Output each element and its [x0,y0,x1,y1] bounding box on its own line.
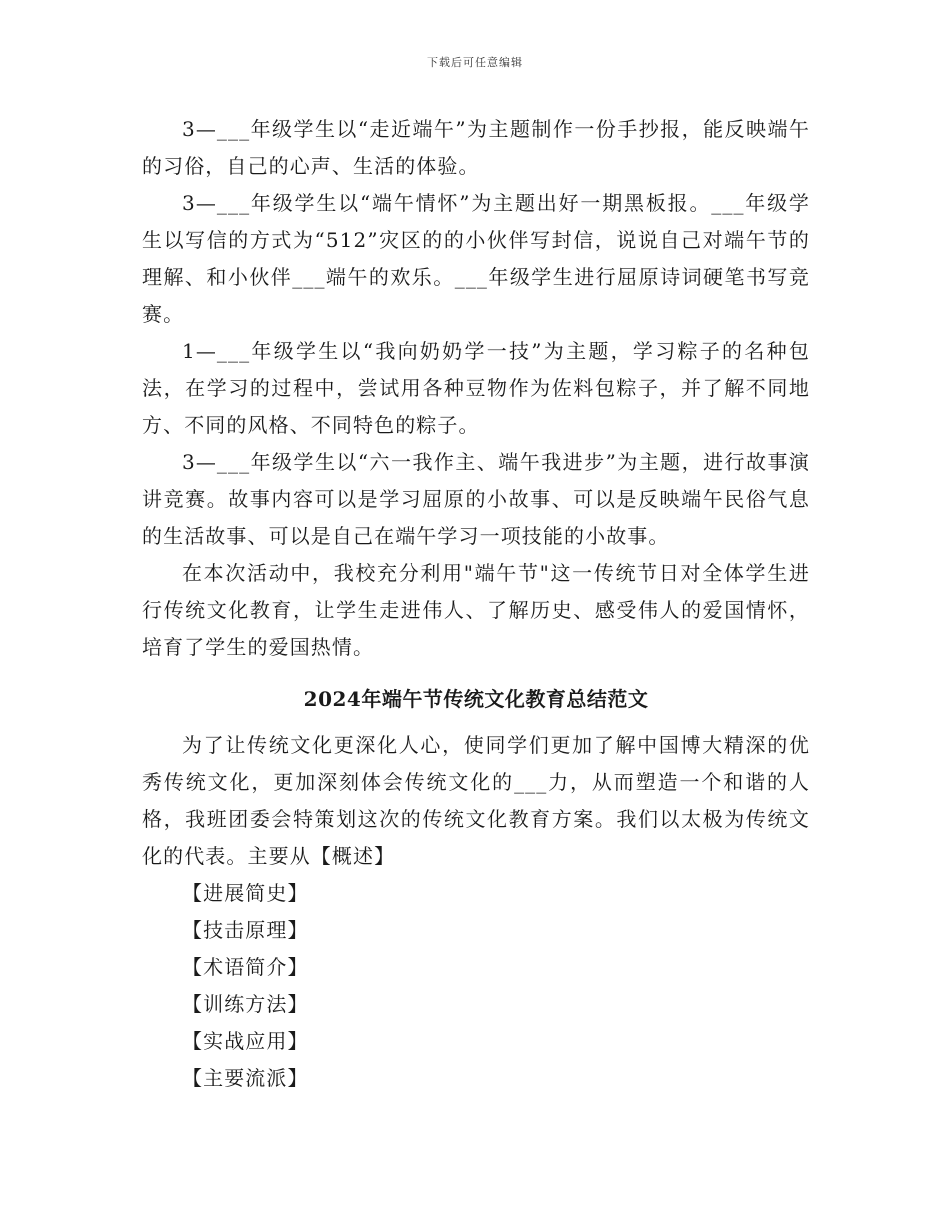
list-item: 【主要流派】 [182,1066,309,1090]
list-item: 【进展简史】 [182,881,309,905]
paragraph-storytelling-contest: 3—___年级学生以“六一我作主、端午我进步”为主题，进行故事演讲竞赛。故事内容可以是学习屈原的小故事、可以是反映端午民俗气息的生活故事、可以是自己在端午学习一项技能的小故事。 [142,450,810,548]
section-title: 2024年端午节传统文化教育总结范文 [303,687,649,711]
paragraph-blackboard-newspaper: 3—___年级学生以“端午情怀”为主题出好一期黑板报。___年级学生以写信的方式为“512”灾区的的小伙伴写封信，说说自己对端午节的理解、和小伙伴___端午的欢乐。___年级学生进行屈原诗词硬笔书写竞赛。 [142,191,810,326]
paragraph-zongzi-learning: 1—___年级学生以“我向奶奶学一技”为主题，学习粽子的名种包法，在学习的过程中，尝试用各种豆物作为佐料包粽子，并了解不同地方、不同的风格、不同特色的粽子。 [142,339,810,437]
bracket-topic-list [142,875,810,1097]
list-item: 【技击原理】 [182,918,309,942]
paragraph-intro: 为了让传统文化更深化人心，使同学们更加了解中国博大精深的优秀传统文化，更加深刻体会传统文化的___力，从而塑造一个和谐的人格，我班团委会特策划这次的传统文化教育方案。我们以太极为传统文化的代表。主要从【概述】 [142,733,810,868]
paragraph-handwritten-newspaper: 3—___年级学生以“走近端午”为主题制作一份手抄报，能反映端午的习俗，自己的心声、生活的体验。 [142,117,810,178]
list-item: 【术语简介】 [182,955,309,979]
header-note: 下载后可任意编辑 [427,56,523,69]
paragraph-activity-summary: 在本次活动中，我校充分利用"端午节"这一传统节日对全体学生进行传统文化教育，让学生走进伟人、了解历史、感受伟人的爱国情怀，培育了学生的爱国热情。 [142,561,810,659]
list-item: 【训练方法】 [182,992,309,1016]
list-item: 【实战应用】 [182,1029,309,1053]
document-body [142,111,810,1097]
